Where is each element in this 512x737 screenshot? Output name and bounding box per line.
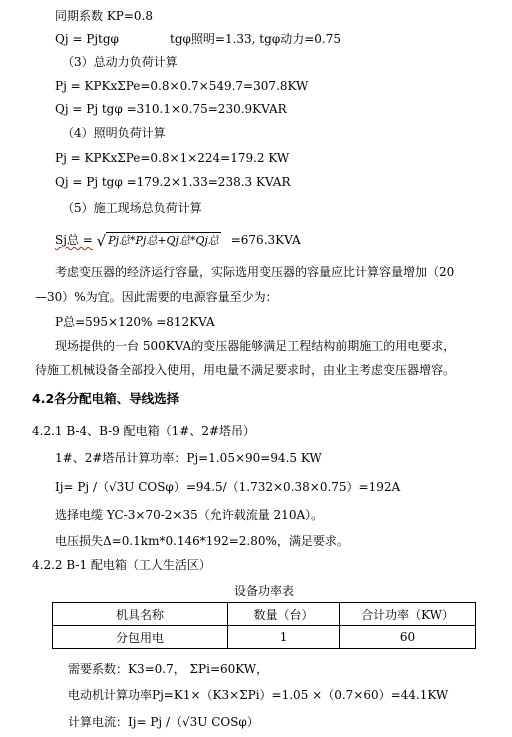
para-supply-line2: 待施工机械设备全部投入使用，用电量不满足要求时，由业主考虑变压器增容。 xyxy=(35,363,456,377)
line-demand-factor: 需要系数：K3=0.7， ΣPi=60KW， xyxy=(68,662,269,676)
table-header-row xyxy=(53,603,476,626)
sj-result: =676.3KVA xyxy=(230,233,301,247)
equipment-power-table xyxy=(52,602,476,649)
heading-total-power-load: （3）总动力负荷计算 xyxy=(62,55,178,69)
line-qj-lighting: Qj = Pj tgφ =179.2×1.33=238.3 KVAR xyxy=(55,175,291,189)
line-kp: 同期系数 KP=0.8 xyxy=(55,9,153,23)
table-cell: 分包用电 xyxy=(53,626,228,649)
heading-lighting-load: （4）照明负荷计算 xyxy=(62,126,166,140)
line-tg-values: tgφ照明=1.33, tgφ动力=0.75 xyxy=(170,32,341,46)
section-heading-4-2: 4.2各分配电箱、导线选择 xyxy=(32,391,180,406)
subsection-4-2-1: 4.2.1 B-4、B-9 配电箱（1#、2#塔吊） xyxy=(32,424,256,438)
line-cable-selection: 选择电缆 YC-3×70-2×35（允许载流量 210A）。 xyxy=(55,508,324,522)
sqrt-icon: √ xyxy=(96,232,107,250)
para-transformer-line2: —30）%为宜。因此需要的电源容量至少为： xyxy=(35,290,278,304)
table-title: 设备功率表 xyxy=(234,584,295,598)
table-header-cell: 数量（台） xyxy=(228,603,340,626)
table-cell: 60 xyxy=(340,626,476,649)
heading-site-total-load: （5）施工现场总负荷计算 xyxy=(62,201,202,215)
line-qj-formula: Qj = Pjtgφ xyxy=(55,32,119,46)
line-voltage-loss: 电压损失Δ=0.1km*0.146*192=2.80%，满足要求。 xyxy=(55,534,349,548)
para-transformer-line1: 考虑变压器的经济运行容量，实际选用变压器的容量应比计算容量增加（20 xyxy=(55,265,455,279)
line-crane-power: 1#、2#塔吊计算功率：Pj=1.05×90=94.5 KW xyxy=(55,451,322,465)
table-cell: 1 xyxy=(228,626,340,649)
line-calc-current: 计算电流：Ij= Pj /（√3U COSφ） xyxy=(68,715,259,729)
table-row xyxy=(53,626,476,649)
sqrt-radicand: Pj总*Pj总+Qj总*Qj总 xyxy=(108,234,219,247)
line-pj-power: Pj = KPKxΣPe=0.8×0.7×549.7=307.8KW xyxy=(55,79,309,93)
line-pj-lighting: Pj = KPKxΣPe=0.8×1×224=179.2 KW xyxy=(55,151,290,165)
line-crane-current: Ij= Pj /（√3U COSφ）=94.5/（1.732×0.38×0.75）=192A xyxy=(55,480,401,494)
table-header-cell: 合计功率（KW） xyxy=(340,603,476,626)
sj-label: Sj总 = xyxy=(55,233,93,247)
line-sj-total xyxy=(55,232,301,249)
line-qj-power: Qj = Pj tgφ =310.1×0.75=230.9KVAR xyxy=(55,102,287,116)
subsection-4-2-2: 4.2.2 B-1 配电箱（工人生活区） xyxy=(32,558,211,572)
line-p-total: P总=595×120% =812KVA xyxy=(55,315,215,329)
para-supply-line1: 现场提供的一台 500KVA的变压器能够满足工程结构前期施工的用电要求， xyxy=(55,339,456,353)
table-header-cell: 机具名称 xyxy=(53,603,228,626)
line-motor-power: 电动机计算功率Pj=K1×（K3×ΣPi）=1.05 ×（0.7×60）=44.1KW xyxy=(68,688,449,702)
